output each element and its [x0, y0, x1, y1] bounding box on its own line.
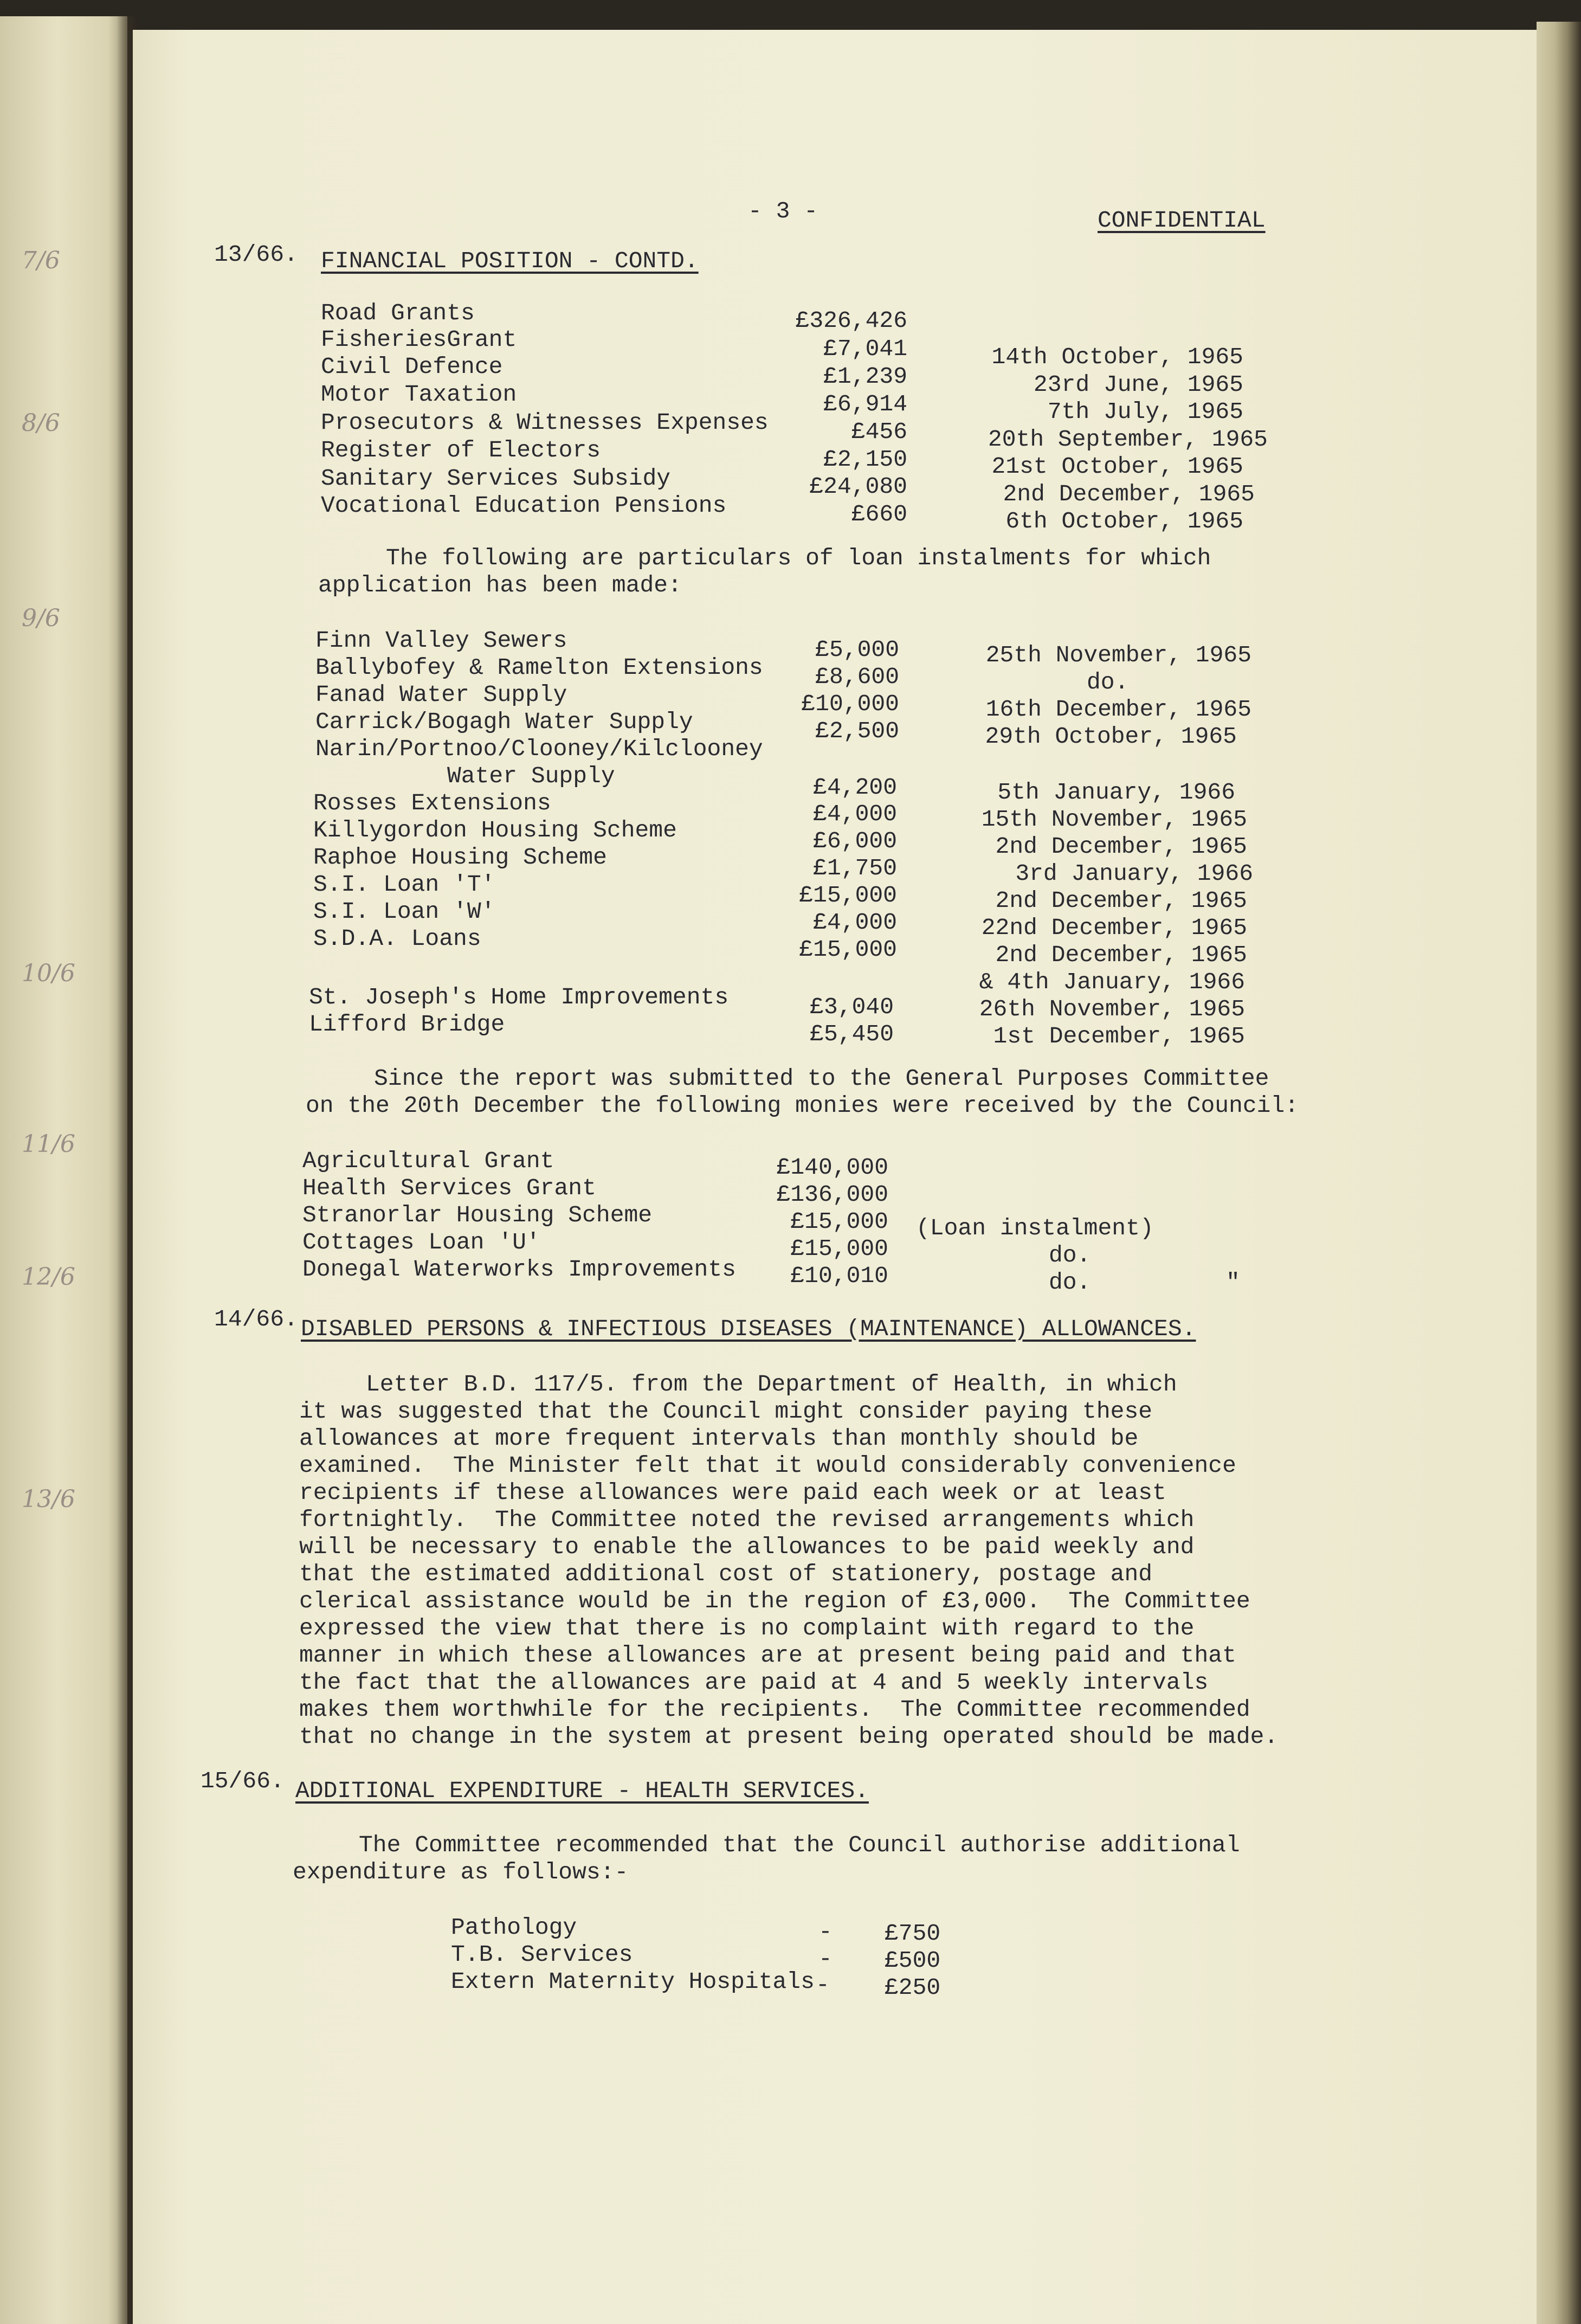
loan-date: 1st December, 1965 [993, 1023, 1245, 1050]
loan-item: Narin/Portnoo/Clooney/Kilclooney [315, 736, 763, 762]
loan-date: 2nd December, 1965 [995, 887, 1247, 914]
loan-date: & 4th January, 1966 [979, 969, 1245, 995]
section-14-line: examined. The Minister felt that it would considerably convenience [299, 1452, 1236, 1479]
loan-intro: application has been made: [318, 572, 682, 598]
loan-item: Finn Valley Sewers [315, 627, 567, 654]
loan-date: do. [1087, 669, 1129, 696]
previous-page [0, 16, 127, 2324]
section-14-line: the fact that the allowances are paid at 4 and 5 weekly intervals [299, 1669, 1209, 1696]
loan-item: S.D.A. Loans [313, 925, 481, 952]
section-14-number: 14/66. [214, 1306, 298, 1332]
loan-item: S.I. Loan 'W' [313, 898, 495, 925]
expenditure-item: Extern Maternity Hospitals [451, 1968, 815, 1995]
margin-mark: 13/6 [22, 1485, 75, 1513]
monies-amount: £136,000 [776, 1181, 888, 1208]
loan-date: 2nd December, 1965 [995, 833, 1247, 860]
grant-date: 21st October, 1965 [991, 453, 1243, 480]
loan-item: Rosses Extensions [313, 790, 551, 816]
expenditure-amount: £750 [885, 1920, 941, 1947]
monies-amount: £15,000 [790, 1235, 888, 1262]
loan-date: 25th November, 1965 [985, 642, 1251, 668]
grant-amount: £24,080 [809, 473, 907, 500]
expenditure-dash: - [818, 1919, 833, 1945]
monies-note: do. [1049, 1242, 1091, 1269]
grant-item: Sanitary Services Subsidy [321, 465, 671, 492]
grant-item: Road Grants [321, 300, 475, 326]
section-15-intro: expenditure as follows:- [293, 1859, 629, 1885]
grant-amount: £660 [851, 501, 907, 527]
loan-date: 2nd December, 1965 [995, 942, 1247, 968]
expenditure-amount: £250 [885, 1974, 941, 2001]
loan-item: Lifford Bridge [309, 1011, 505, 1038]
grant-date: 2nd December, 1965 [1003, 481, 1255, 507]
grant-amount: £7,041 [823, 336, 907, 362]
monies-item: Health Services Grant [302, 1175, 596, 1201]
loan-amount: £8,600 [815, 664, 899, 690]
loan-date: 26th November, 1965 [979, 996, 1245, 1022]
loan-amount: £15,000 [799, 936, 897, 963]
section-14-line: that no change in the system at present being operated should be made. [299, 1723, 1279, 1750]
section-14-line: expressed the view that there is no complaint with regard to the [299, 1615, 1195, 1641]
loan-date: 3rd January, 1966 [1015, 860, 1253, 887]
grant-date: 20th September, 1965 [988, 426, 1268, 453]
loan-item: Killygordon Housing Scheme [313, 817, 677, 844]
loan-amount: £5,450 [810, 1021, 894, 1047]
section-14-heading: DISABLED PERSONS & INFECTIOUS DISEASES (MAINTENANCE) ALLOWANCES. [301, 1316, 1196, 1342]
monies-amount: £15,000 [790, 1208, 888, 1235]
section-15-intro: The Committee recommended that the Council authorise additional [359, 1832, 1240, 1858]
expenditure-dash: - [818, 1946, 833, 1972]
grant-amount: £2,150 [823, 446, 907, 473]
page-edge [1537, 22, 1581, 2324]
section-14-line: recipients if these allowances were paid each week or at least [299, 1479, 1166, 1506]
section-15-heading: ADDITIONAL EXPENDITURE - HEALTH SERVICES. [295, 1778, 869, 1804]
monies-item: Stranorlar Housing Scheme [302, 1202, 653, 1228]
grant-item: FisheriesGrant [321, 326, 517, 353]
expenditure-item: Pathology [451, 1914, 577, 1941]
section-14-line: Letter B.D. 117/5. from the Department of Health, in which [366, 1371, 1177, 1398]
since-paragraph: Since the report was submitted to the General Purposes Committee [374, 1065, 1269, 1092]
loan-date: 15th November, 1965 [981, 806, 1247, 833]
expenditure-item: T.B. Services [451, 1941, 633, 1968]
section-14-line: clerical assistance would be in the region of £3,000. The Committee [299, 1588, 1250, 1614]
monies-item: Agricultural Grant [302, 1148, 554, 1174]
expenditure-amount: £500 [885, 1947, 941, 1974]
grant-item: Vocational Education Pensions [321, 492, 727, 519]
section-14-line: manner in which these allowances are at present being paid and that [299, 1642, 1236, 1669]
loan-amount: £6,000 [813, 828, 897, 854]
loan-amount: £10,000 [801, 691, 899, 717]
since-paragraph: on the 20th December the following monies were received by the Council: [306, 1092, 1299, 1119]
margin-mark: 11/6 [22, 1130, 75, 1158]
section-14-line: it was suggested that the Council might consider paying these [299, 1398, 1153, 1425]
section-14-line: allowances at more frequent intervals than monthly should be [299, 1425, 1139, 1452]
loan-item: Carrick/Bogagh Water Supply [315, 709, 693, 735]
section-14-line: will be necessary to enable the allowances to be paid weekly and [299, 1534, 1195, 1560]
loan-amount: £3,040 [810, 994, 894, 1020]
monies-item: Donegal Waterworks Improvements [302, 1256, 736, 1283]
loan-amount: £15,000 [799, 882, 897, 909]
grant-amount: £456 [851, 419, 907, 445]
margin-mark: 9/6 [22, 604, 60, 632]
margin-mark: 12/6 [22, 1263, 75, 1291]
loan-item: S.I. Loan 'T' [313, 871, 495, 898]
loan-amount: £5,000 [815, 636, 899, 663]
monies-amount: £140,000 [776, 1154, 888, 1181]
loan-date: 5th January, 1966 [997, 779, 1235, 806]
margin-mark: 10/6 [22, 960, 75, 987]
grant-item: Prosecutors & Witnesses Expenses [321, 409, 769, 436]
loan-item: Raphoe Housing Scheme [313, 844, 607, 871]
monies-item: Cottages Loan 'U' [302, 1229, 540, 1256]
expenditure-dash: - [816, 1972, 830, 1998]
grant-item: Register of Electors [321, 437, 601, 463]
grant-amount: £6,914 [823, 391, 907, 417]
ditto-mark: " [1226, 1269, 1240, 1296]
section-14-line: that the estimated additional cost of stationery, postage and [299, 1561, 1153, 1587]
loan-item: Water Supply [447, 763, 615, 789]
loan-amount: £4,000 [813, 801, 897, 827]
page-number: - 3 - [748, 198, 818, 224]
grant-date: 14th October, 1965 [991, 344, 1243, 370]
loan-date: 22nd December, 1965 [981, 915, 1247, 941]
loan-item: Ballybofey & Ramelton Extensions [315, 654, 763, 681]
monies-note: do. [1049, 1269, 1091, 1296]
loan-item: Fanad Water Supply [315, 681, 567, 708]
grant-date: 23rd June, 1965 [1033, 371, 1243, 398]
section-14-line: fortnightly. The Committee noted the revised arrangements which [299, 1507, 1195, 1533]
monies-note: (Loan instalment) [916, 1215, 1154, 1241]
loan-amount: £2,500 [815, 718, 899, 744]
grant-amount: £1,239 [823, 363, 907, 390]
margin-mark: 7/6 [22, 247, 60, 274]
loan-amount: £1,750 [813, 855, 897, 881]
loan-amount: £4,000 [813, 909, 897, 936]
section-13-number: 13/66. [214, 241, 298, 268]
loan-date: 16th December, 1965 [985, 696, 1251, 723]
loan-date: 29th October, 1965 [985, 723, 1237, 750]
monies-amount: £10,010 [790, 1263, 888, 1289]
grant-date: 7th July, 1965 [1047, 398, 1243, 425]
loan-intro: The following are particulars of loan instalments for which [386, 545, 1211, 571]
grant-date: 6th October, 1965 [1005, 508, 1243, 535]
grant-item: Motor Taxation [321, 381, 517, 408]
grant-item: Civil Defence [321, 353, 503, 380]
section-15-number: 15/66. [201, 1768, 285, 1794]
loan-item: St. Joseph's Home Improvements [309, 984, 729, 1010]
margin-mark: 8/6 [22, 409, 60, 437]
loan-amount: £4,200 [813, 774, 897, 801]
section-14-line: makes them worthwhile for the recipients. The Committee recommended [299, 1696, 1250, 1723]
grant-amount: £326,426 [795, 307, 907, 334]
section-13-heading: FINANCIAL POSITION - CONTD. [321, 248, 699, 274]
confidential-label: CONFIDENTIAL [1098, 207, 1266, 234]
